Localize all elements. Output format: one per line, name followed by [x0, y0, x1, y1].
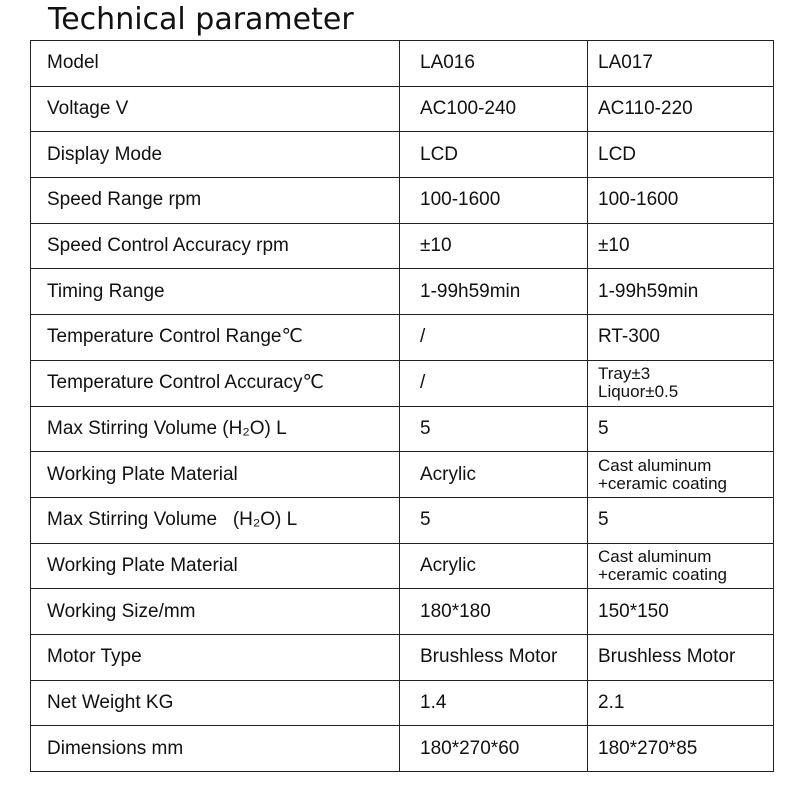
la016-value-cell: 180*270*60: [400, 726, 588, 772]
table-row: [31, 634, 774, 680]
la016-value-cell: ±10: [400, 223, 588, 269]
la017-value-cell: 5: [588, 406, 774, 452]
la016-value-cell: Acrylic: [400, 452, 588, 498]
parameter-name-cell: Working Plate Material: [31, 543, 400, 589]
table-row: [31, 269, 774, 315]
table-row: [31, 452, 774, 498]
la017-value-cell: 1-99h59min: [588, 269, 774, 315]
la016-value-cell: 100-1600: [400, 178, 588, 224]
la017-value-cell: AC110-220: [588, 86, 774, 132]
parameter-name-cell: Dimensions mm: [31, 726, 400, 772]
la017-value-cell: ±10: [588, 223, 774, 269]
table-row: [31, 589, 774, 635]
la016-value-cell: /: [400, 315, 588, 361]
la017-value-cell: 100-1600: [588, 178, 774, 224]
table-row: [31, 543, 774, 589]
parameter-name-cell: Motor Type: [31, 634, 400, 680]
table-row: [31, 680, 774, 726]
parameter-name-cell: Max Stirring Volume (H₂O) L: [31, 497, 400, 543]
table-row: [31, 406, 774, 452]
parameter-name-cell: Net Weight KG: [31, 680, 400, 726]
parameter-name-cell: Working Plate Material: [31, 452, 400, 498]
la017-value-cell: 2.1: [588, 680, 774, 726]
la017-value-cell: 150*150: [588, 589, 774, 635]
la017-value-cell: RT-300: [588, 315, 774, 361]
la016-value-cell: AC100-240: [400, 86, 588, 132]
la016-value-cell: Brushless Motor: [400, 634, 588, 680]
parameter-name-cell: Voltage V: [31, 86, 400, 132]
table-row: [31, 132, 774, 178]
la017-value-cell: 180*270*85: [588, 726, 774, 772]
la017-value-cell: LA017: [588, 41, 774, 87]
table-row: [31, 41, 774, 87]
la017-value-cell: LCD: [588, 132, 774, 178]
la016-value-cell: 1.4: [400, 680, 588, 726]
table-row: [31, 726, 774, 772]
table-row: [31, 223, 774, 269]
parameter-name-cell: Max Stirring Volume (H₂O) L: [31, 406, 400, 452]
parameter-name-cell: Temperature Control Range℃: [31, 315, 400, 361]
la016-value-cell: 180*180: [400, 589, 588, 635]
technical-parameter-table: [30, 40, 774, 772]
la017-value-cell: Cast aluminum +ceramic coating: [588, 543, 774, 589]
parameter-name-cell: Speed Range rpm: [31, 178, 400, 224]
la017-value-cell: Cast aluminum +ceramic coating: [588, 452, 774, 498]
table-row: [31, 360, 774, 406]
la016-value-cell: 5: [400, 406, 588, 452]
la016-value-cell: 5: [400, 497, 588, 543]
la017-value-cell: Tray±3 Liquor±0.5: [588, 360, 774, 406]
table-row: [31, 497, 774, 543]
la017-value-cell: Brushless Motor: [588, 634, 774, 680]
parameter-name-cell: Timing Range: [31, 269, 400, 315]
parameter-name-cell: Working Size/mm: [31, 589, 400, 635]
la016-value-cell: LA016: [400, 41, 588, 87]
la016-value-cell: /: [400, 360, 588, 406]
parameter-name-cell: Speed Control Accuracy rpm: [31, 223, 400, 269]
parameter-name-cell: Model: [31, 41, 400, 87]
la016-value-cell: Acrylic: [400, 543, 588, 589]
table-row: [31, 86, 774, 132]
parameter-name-cell: Display Mode: [31, 132, 400, 178]
la016-value-cell: LCD: [400, 132, 588, 178]
la017-value-cell: 5: [588, 497, 774, 543]
page-title: Technical parameter: [48, 2, 354, 37]
table-row: [31, 315, 774, 361]
la016-value-cell: 1-99h59min: [400, 269, 588, 315]
parameter-name-cell: Temperature Control Accuracy℃: [31, 360, 400, 406]
table-row: [31, 178, 774, 224]
